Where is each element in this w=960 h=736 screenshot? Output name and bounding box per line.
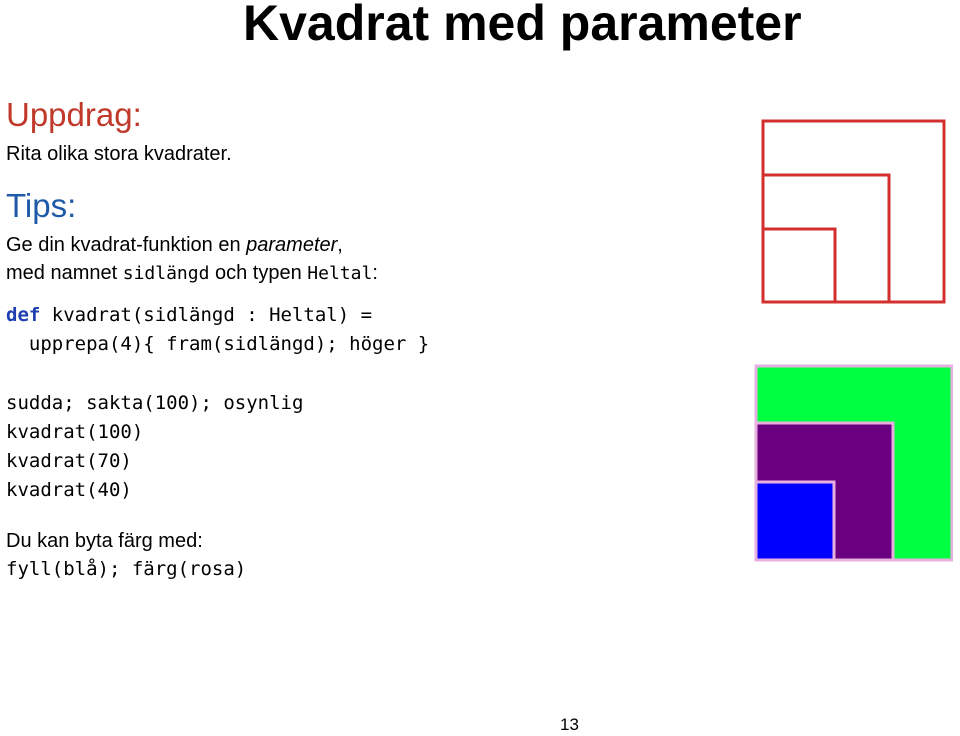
code-def-line-2: upprepa(4){ fram(sidlängd); höger } xyxy=(6,333,430,355)
code-call-line: sudda; sakta(100); osynlig xyxy=(6,392,304,414)
tips-heading: Tips: xyxy=(6,187,77,224)
tips-line-2-a: med namnet xyxy=(6,262,123,284)
outline-square-100 xyxy=(763,121,944,302)
code-def-rest: kvadrat(sidlängd : Heltal) = xyxy=(40,304,373,326)
filled-square-40 xyxy=(756,482,834,560)
code-call-line: kvadrat(100) xyxy=(6,421,144,443)
code-def-line-1 xyxy=(6,301,372,330)
page-number: 13 xyxy=(560,715,579,734)
page-title: Kvadrat med parameter xyxy=(243,0,802,51)
color-tip-text: Du kan byta färg med: xyxy=(6,530,203,552)
tips-parameter-word: parameter xyxy=(246,234,338,256)
uppdrag-heading: Uppdrag: xyxy=(6,96,142,133)
tips-line-1-prefix: Ge din kvadrat-funktion en xyxy=(6,234,247,256)
tips-line-2-b: och typen xyxy=(209,262,308,284)
outline-squares-illustration xyxy=(758,117,948,307)
tips-line-2 xyxy=(6,260,378,287)
code-call-line: kvadrat(40) xyxy=(6,479,132,501)
tips-line-2-c: : xyxy=(372,262,378,284)
tips-code-heltal: Heltal xyxy=(307,263,373,284)
tips-code-sidlangd: sidlängd xyxy=(122,263,210,284)
outline-square-40 xyxy=(763,229,835,302)
tips-line-1 xyxy=(6,232,343,258)
outline-square-70 xyxy=(763,175,889,302)
tips-line-1-suffix: , xyxy=(337,234,343,256)
code-keyword-def: def xyxy=(6,304,41,326)
code-call-line: kvadrat(70) xyxy=(6,450,132,472)
color-tip-code: fyll(blå); färg(rosa) xyxy=(6,558,247,580)
uppdrag-text: Rita olika stora kvadrater. xyxy=(6,143,232,165)
filled-squares-illustration xyxy=(753,363,953,563)
